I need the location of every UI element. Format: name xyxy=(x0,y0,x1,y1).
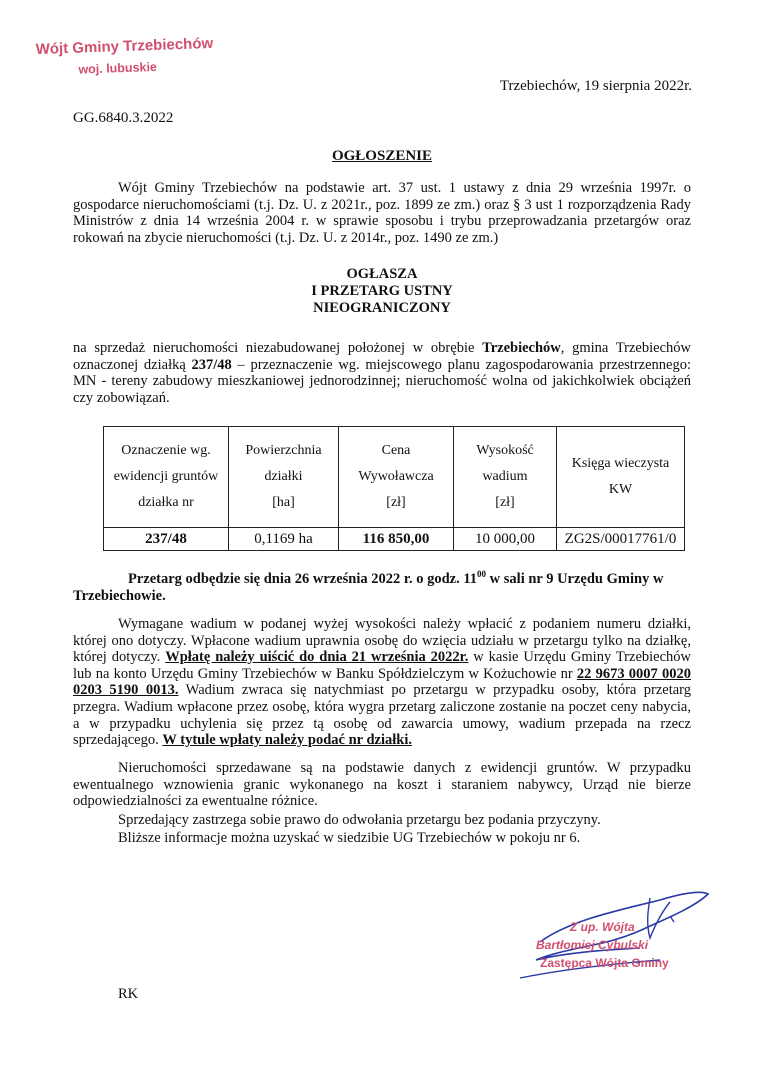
auction-date-paragraph xyxy=(73,566,691,605)
cell-deposit: 10 000,00 xyxy=(454,528,557,551)
reference-number: GG.6840.3.2022 xyxy=(73,110,174,126)
signature-authorization: Z up. Wójta xyxy=(570,920,635,934)
subject-place: Trzebiechów xyxy=(482,340,561,356)
subject-text-2: , gmina Trzebiechów oznaczonej działką xyxy=(73,340,691,373)
table-header-row xyxy=(104,427,685,528)
information-sentence: Bliższe informacje można uzyskać w siedzibie UG Trzebiechów w pokoju nr 6. xyxy=(118,830,581,846)
header-price xyxy=(339,427,454,528)
auction-time-minutes: 00 xyxy=(477,569,487,579)
auction-text-2: w sali nr 9 Urzędu Gminy w Trzebiechowie. xyxy=(73,570,664,604)
intro-paragraph: Wójt Gminy Trzebiechów na podstawie art. 37 ust. 1 ustawy z dnia 29 września 1997r. o gospodarce nieruchomościami (t.j. Dz. U. z 2021r., poz. 1899 ze zm.) oraz § 3 ust 1 rozporządzenia Rady Ministrów z dnia 14 września 2004 r. w sprawie sposobu i trybu przeprowadzania przetargów oraz rokowań na zbycie nieruchomości (t.j. Dz. U. z 2014r., poz. 1490 ze zm.) xyxy=(73,180,691,246)
reservation-sentence: Sprzedający zastrzega sobie prawo do odwołania przetargu bez podania przyczyny. xyxy=(118,812,601,828)
office-stamp xyxy=(35,35,214,78)
document-date: Trzebiechów, 19 sierpnia 2022r. xyxy=(499,78,692,94)
header-area-line1: Powierzchnia xyxy=(245,443,322,458)
signature-stamp xyxy=(530,918,669,972)
subject-text-3: – przeznaczenie wg. miejscowego planu zagospodarowania przestrzennego: MN - tereny zabudowy mieszkaniowej jednorodzinnej; nieruchomość wolna od jakichkolwiek obciążeń czy zobowiązań. xyxy=(73,356,691,406)
header-area-line2: działki xyxy=(264,469,303,484)
heading-line-2: I PRZETARG USTNY xyxy=(311,283,453,299)
header-plot-line1: Oznaczenie wg. xyxy=(121,443,211,458)
header-deposit-line1: Wysokość xyxy=(476,443,534,458)
subject-plot: 237/48 xyxy=(191,356,232,373)
auction-text-1: Przetarg odbędzie się dnia 26 września 2022 r. o godz. 11 xyxy=(128,570,478,587)
header-plot xyxy=(104,427,229,528)
table-row xyxy=(104,528,685,551)
header-plot-line3: działka nr xyxy=(138,495,194,510)
header-area xyxy=(229,427,339,528)
deposit-paragraph xyxy=(73,616,691,749)
author-initials: RK xyxy=(118,986,139,1002)
cell-area: 0,1169 ha xyxy=(229,528,339,551)
header-deposit-line3: [zł] xyxy=(495,495,515,510)
heading-line-3: NIEOGRANICZONY xyxy=(313,300,451,316)
header-registry-line1: Księga wieczysta xyxy=(571,456,670,471)
header-price-line2: Wywoławcza xyxy=(358,469,434,484)
property-table xyxy=(103,426,685,551)
header-price-line3: [zł] xyxy=(386,495,406,510)
cell-starting-price: 116 850,00 xyxy=(339,528,454,551)
header-price-line1: Cena xyxy=(381,443,411,458)
cell-plot-number: 237/48 xyxy=(104,528,229,551)
subject-text-1: na sprzedaż nieruchomości niezabudowanej położonej w obrębie xyxy=(73,340,483,356)
document-title: OGŁOSZENIE xyxy=(331,148,433,164)
header-land-registry xyxy=(557,427,685,528)
header-area-line3: [ha] xyxy=(272,495,295,510)
land-registry-paragraph: Nieruchomości sprzedawane są na podstawie danych z ewidencji gruntów. W przypadku ewentualnego wznowienia granic wykonanego na koszt i staraniem nabywcy, Urząd nie bierze odpowiedzialności za ewentualne różnice. xyxy=(73,760,691,810)
stamp-office-name: Wójt Gminy Trzebiechów xyxy=(35,34,214,59)
heading-line-1: OGŁASZA xyxy=(346,266,418,282)
signatory-name: Bartłomiej Cybulski xyxy=(536,938,649,952)
header-deposit-line2: wadium xyxy=(482,469,528,484)
stamp-region: woj. lubuskie xyxy=(78,59,158,77)
signatory-title: Zastępca Wójta Gminy xyxy=(540,956,669,970)
deposit-text-2: w kasie Urzędu Gminy Trzebiechów lub na konto Urzędu Gminy Trzebiechów w Banku Spółdzielczym w Kożuchowie nr xyxy=(73,649,692,682)
subject-paragraph xyxy=(73,340,691,406)
deposit-text-3: Wadium zwraca się natychmiast po przetargu w przypadku osoby, która przetarg przegra. Wadium wpłacone przez osobę, która wygra przetarg zaliczone zostanie na poczet ceny nabycia, a w przypadku uchylenia się przez tą osobę od zawarcia umowy, wadium przepada na rzecz sprzedającego. xyxy=(73,682,691,749)
transfer-title-note: W tytule wpłaty należy podać nr działki. xyxy=(162,732,412,749)
announcement-heading xyxy=(0,266,764,317)
bank-account-number: 22 9673 0007 0020 0203 5190 0013. xyxy=(73,665,692,699)
header-plot-line2: ewidencji gruntów xyxy=(113,469,219,484)
header-registry-line2: KW xyxy=(608,482,633,497)
deposit-text-1: Wymagane wadium w podanej wyżej wysokości należy wpłacić z podaniem numeru działki, której ono dotyczy. Wpłacone wadium uprawnia osobę do wzięcia udziału w przetargu tylko na działkę, której dotyczy. xyxy=(73,616,691,666)
deposit-deadline: Wpłatę należy uiścić do dnia 21 września 2022r. xyxy=(165,649,469,666)
header-deposit xyxy=(454,427,557,528)
cell-land-registry: ZG2S/00017761/0 xyxy=(557,528,685,551)
